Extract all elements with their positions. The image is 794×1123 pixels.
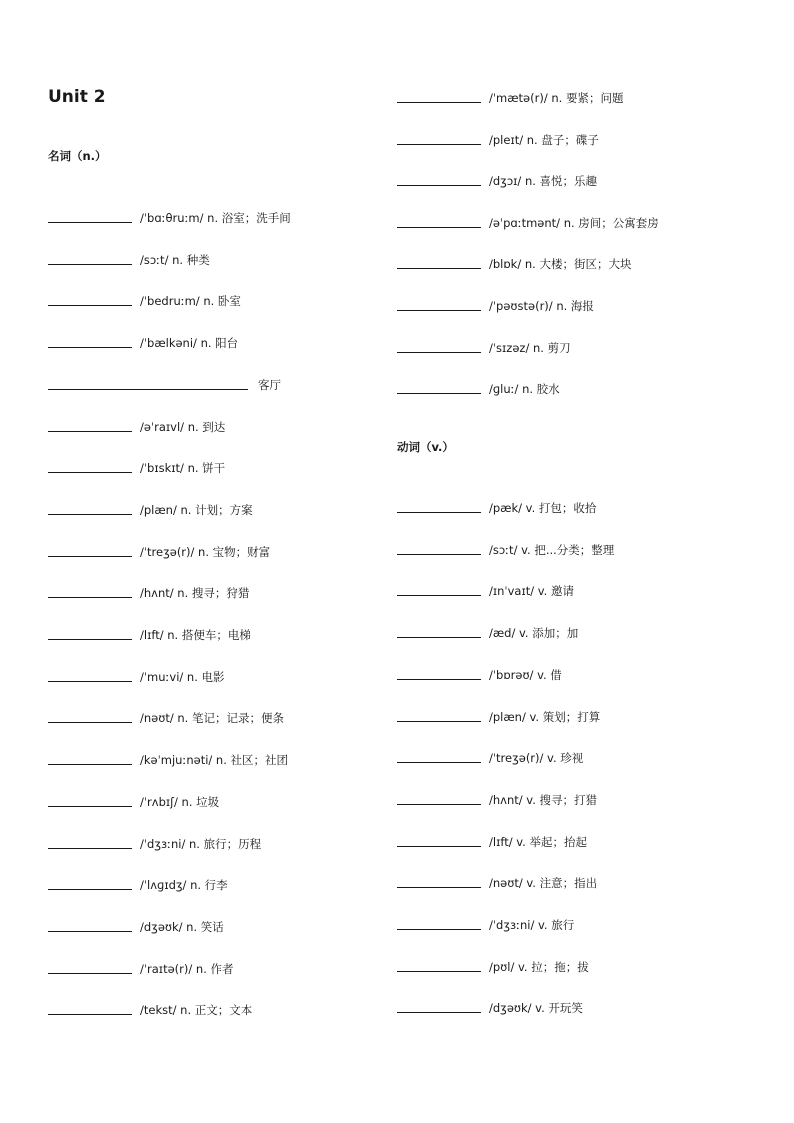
vocab-definition: /lɪft/ v. 举起；抬起 (489, 834, 587, 849)
vocab-definition: /ˈlʌɡɪdʒ/ n. 行李 (140, 878, 228, 893)
vocab-definition: /ˈbɒrəʊ/ v. 借 (489, 667, 562, 682)
vocab-definition: /ˈsɪzəz/ n. 剪刀 (489, 340, 571, 355)
answer-blank[interactable] (397, 102, 481, 103)
answer-blank[interactable] (48, 764, 132, 765)
vocab-definition: /ˈtreʒə(r)/ v. 珍视 (489, 751, 584, 766)
vocab-definition: /pʊl/ v. 拉；拖；拔 (489, 959, 589, 974)
vocab-definition: /ˈbedruːm/ n. 卧室 (140, 294, 241, 309)
answer-blank[interactable] (48, 806, 132, 807)
vocab-definition: /dʒəʊk/ n. 笑话 (140, 919, 224, 934)
answer-blank[interactable] (48, 722, 132, 723)
vocab-definition: /əˈraɪvl/ n. 到达 (140, 419, 226, 434)
answer-blank[interactable] (48, 347, 132, 348)
vocab-definition: /ɡluː/ n. 胶水 (489, 382, 560, 397)
answer-blank[interactable] (397, 804, 481, 805)
vocab-item (48, 249, 210, 267)
answer-blank[interactable] (48, 848, 132, 849)
vocab-item (397, 337, 571, 355)
vocab-item (48, 833, 261, 851)
answer-blank[interactable] (48, 1014, 132, 1015)
vocab-item (397, 378, 560, 396)
answer-blank[interactable] (397, 227, 481, 228)
vocab-item (48, 958, 234, 976)
answer-blank[interactable] (397, 393, 481, 394)
answer-blank[interactable] (397, 310, 481, 311)
answer-blank[interactable] (48, 597, 132, 598)
vocab-definition: /lɪft/ n. 搭便车；电梯 (140, 628, 251, 642)
vocab-definition: /æd/ v. 添加；加 (489, 626, 579, 641)
answer-blank[interactable] (397, 185, 481, 186)
vocab-item (397, 664, 562, 682)
vocab-item (397, 539, 614, 557)
vocab-definition: /ˈtreʒə(r)/ n. 宝物；财富 (140, 544, 271, 559)
vocab-item (397, 622, 578, 640)
vocab-item (48, 624, 251, 642)
vocab-definition: /ˈrʌbɪʃ/ n. 垃圾 (140, 794, 220, 809)
answer-blank[interactable] (48, 222, 132, 223)
vocab-item (397, 747, 583, 765)
vocab-definition: /hʌnt/ n. 搜寻；狩猎 (140, 586, 250, 601)
vocab-definition: /sɔːt/ v. 把...分类；整理 (489, 542, 615, 557)
answer-blank[interactable] (397, 1012, 481, 1013)
vocab-item (397, 789, 597, 807)
vocab-definition: /blɒk/ n. 大楼；街区；大块 (489, 257, 632, 272)
vocab-definition: /ɪnˈvaɪt/ v. 邀请 (489, 584, 574, 599)
vocab-item (48, 749, 288, 767)
vocab-definition: /ˈmuːvi/ n. 电影 (140, 669, 225, 684)
vocab-definition: /plæn/ v. 策划；打算 (489, 709, 601, 724)
answer-blank[interactable] (397, 595, 481, 596)
vocab-definition: /tekst/ n. 正文；文本 (140, 1003, 253, 1018)
vocab-definition: /ˈbɪskɪt/ n. 饼干 (140, 461, 226, 476)
answer-blank[interactable] (48, 389, 248, 390)
vocab-item (48, 207, 291, 225)
vocab-item (397, 295, 594, 313)
answer-blank[interactable] (48, 639, 132, 640)
answer-blank[interactable] (397, 887, 481, 888)
vocab-item (48, 999, 252, 1017)
answer-blank[interactable] (397, 637, 481, 638)
vocab-definition: /nəʊt/ v. 注意；指出 (489, 876, 598, 891)
vocab-item (397, 253, 631, 271)
answer-blank[interactable] (48, 514, 132, 515)
vocab-definition: 客厅 (258, 377, 281, 392)
vocab-item (397, 997, 583, 1015)
answer-blank[interactable] (397, 679, 481, 680)
nouns-section-label: 名词（n.） (48, 149, 107, 163)
vocab-item (48, 374, 281, 392)
answer-blank[interactable] (397, 268, 481, 269)
answer-blank[interactable] (48, 556, 132, 557)
answer-blank[interactable] (397, 144, 481, 145)
answer-blank[interactable] (48, 931, 132, 932)
vocab-item (48, 332, 238, 350)
vocab-definition: /ˈdʒɜːni/ v. 旅行 (489, 918, 575, 932)
vocab-definition: /hʌnt/ v. 搜寻；打猎 (489, 792, 598, 807)
vocab-item (397, 872, 597, 890)
vocab-definition: /ˈmætə(r)/ n. 要紧；问题 (489, 91, 624, 105)
vocab-item (397, 706, 600, 724)
vocab-item (397, 212, 659, 230)
answer-blank[interactable] (397, 846, 481, 847)
vocab-definition: /dʒɔɪ/ n. 喜悦；乐趣 (489, 174, 598, 189)
vocab-item (48, 707, 284, 725)
vocab-item (48, 290, 241, 308)
vocab-item (397, 914, 574, 932)
answer-blank[interactable] (397, 762, 481, 763)
vocab-definition: /ˈraɪtə(r)/ n. 作者 (140, 961, 234, 976)
vocab-definition: /plæn/ n. 计划；方案 (140, 502, 253, 517)
answer-blank[interactable] (397, 352, 481, 353)
vocab-definition: /ˈbælkəni/ n. 阳台 (140, 336, 239, 351)
vocab-definition: /pæk/ v. 打包；收拾 (489, 501, 597, 515)
vocab-item (48, 582, 249, 600)
vocab-item (48, 666, 225, 684)
vocab-item (397, 497, 596, 515)
answer-blank[interactable] (48, 973, 132, 974)
vocab-item (48, 541, 270, 559)
answer-blank[interactable] (48, 889, 132, 890)
answer-blank[interactable] (48, 264, 132, 265)
answer-blank[interactable] (397, 554, 481, 555)
vocab-item (397, 87, 623, 105)
vocab-definition: /sɔːt/ n. 种类 (140, 252, 210, 267)
answer-blank[interactable] (397, 929, 481, 930)
answer-blank[interactable] (397, 512, 481, 513)
vocab-definition: /ˈdʒɜːni/ n. 旅行；历程 (140, 836, 262, 851)
vocab-definition: /əˈpɑːtmənt/ n. 房间；公寓套房 (489, 215, 659, 230)
page-title: Unit 2 (48, 87, 106, 107)
vocab-item (48, 916, 224, 934)
vocab-item (48, 874, 228, 892)
vocab-item (48, 791, 219, 809)
vocab-definition: /pleɪt/ n. 盘子；碟子 (489, 132, 599, 147)
vocab-item (48, 457, 225, 475)
answer-blank[interactable] (397, 971, 481, 972)
vocab-item (397, 170, 597, 188)
vocab-item (397, 956, 589, 974)
vocab-definition: /ˈpəʊstə(r)/ n. 海报 (489, 299, 594, 313)
vocab-definition: /nəʊt/ n. 笔记；记录；便条 (140, 711, 284, 726)
vocab-definition: /kəˈmjuːnəti/ n. 社区；社团 (140, 753, 289, 768)
vocab-item (397, 129, 599, 147)
vocab-item (48, 499, 253, 517)
answer-blank[interactable] (48, 431, 132, 432)
vocab-item (397, 580, 574, 598)
vocab-item (48, 416, 225, 434)
vocab-definition: /dʒəʊk/ v. 开玩笑 (489, 1001, 583, 1016)
answer-blank[interactable] (48, 305, 132, 306)
verbs-section-label: 动词（v.） (397, 440, 454, 454)
answer-blank[interactable] (48, 472, 132, 473)
answer-blank[interactable] (397, 721, 481, 722)
vocab-item (397, 831, 587, 849)
vocab-definition: /ˈbɑːθruːm/ n. 浴室；洗手间 (140, 211, 291, 225)
answer-blank[interactable] (48, 681, 132, 682)
